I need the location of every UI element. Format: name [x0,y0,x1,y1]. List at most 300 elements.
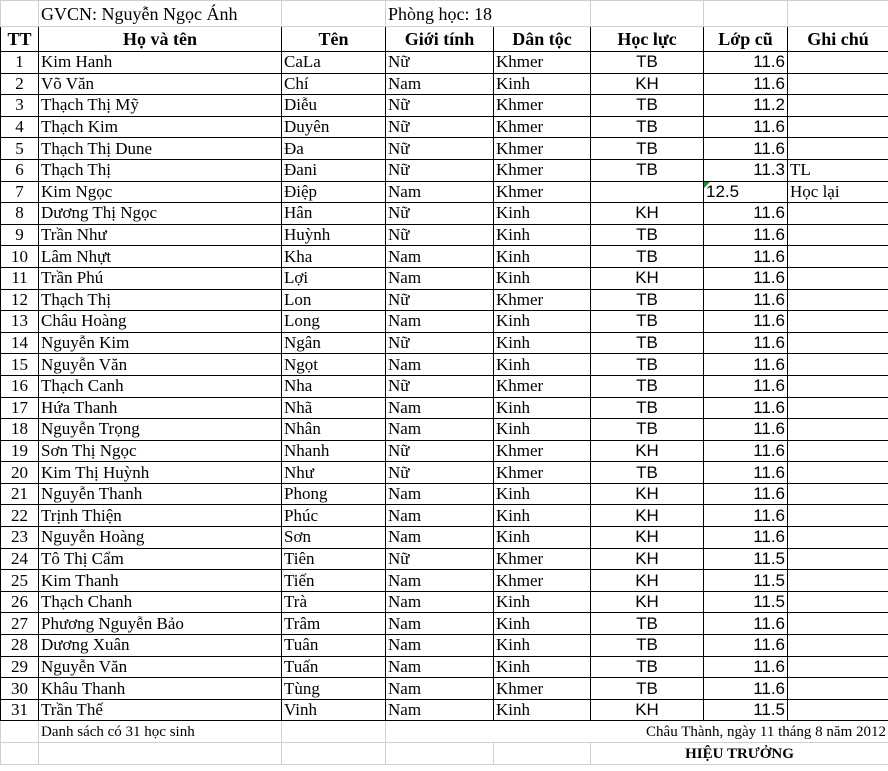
header-old-class[interactable]: Lớp cũ [704,27,788,52]
error-indicator-icon [704,182,710,188]
cell-academic[interactable]: TB [591,246,704,268]
cell-first-name[interactable]: Sơn [282,527,386,549]
table-row [1,95,888,117]
cell-first-name[interactable]: Tiên [282,548,386,570]
cell-tt[interactable]: 26 [1,591,39,613]
cell-first-name[interactable]: Vinh [282,699,386,721]
header-full-name[interactable]: Họ và tên [39,27,282,52]
cell-academic[interactable] [591,181,704,203]
cell-full-name[interactable]: Kim Thanh [39,570,282,592]
cell-tt[interactable]: 9 [1,224,39,246]
cell-notes[interactable] [788,397,888,419]
cell-academic[interactable]: TB [591,397,704,419]
cell-notes[interactable] [788,267,888,289]
cell-notes[interactable] [788,224,888,246]
cell-first-name[interactable]: Nhã [282,397,386,419]
cell-ethnicity[interactable]: Khmer [494,440,591,462]
room-number[interactable]: Phòng học: 18 [386,1,591,27]
cell-tt[interactable]: 18 [1,419,39,441]
cell-gender[interactable]: Nữ [386,375,494,397]
header-academic[interactable]: Học lực [591,27,704,52]
cell-gender[interactable]: Nam [386,73,494,95]
cell-ethnicity[interactable]: Khmer [494,181,591,203]
cell-notes[interactable] [788,505,888,527]
cell-academic[interactable]: KH [591,570,704,592]
cell-first-name[interactable]: CaLa [282,52,386,74]
cell-notes[interactable] [788,116,888,138]
cell-first-name[interactable]: Nhân [282,419,386,441]
cell-academic[interactable]: TB [591,138,704,160]
cell-old-class[interactable]: 11.6 [704,246,788,268]
cell-gender[interactable]: Nam [386,181,494,203]
cell-notes[interactable] [788,613,888,635]
cell-academic[interactable]: TB [591,635,704,657]
cell-full-name[interactable]: Nguyễn Trọng [39,419,282,441]
table-row [1,699,888,721]
cell-ethnicity[interactable]: Kinh [494,354,591,376]
cell-gender[interactable]: Nam [386,613,494,635]
cell-first-name[interactable]: Lon [282,289,386,311]
cell-academic[interactable]: KH [591,203,704,225]
table-row [1,246,888,268]
table-row [1,52,888,74]
cell-gender[interactable]: Nam [386,591,494,613]
cell[interactable] [494,743,591,765]
cell-first-name[interactable]: Tùng [282,678,386,700]
cell-old-class[interactable]: 11.6 [704,332,788,354]
cell-old-class[interactable]: 11.6 [704,483,788,505]
cell-full-name[interactable]: Châu Hoàng [39,311,282,333]
cell-old-class[interactable]: 11.6 [704,375,788,397]
cell-full-name[interactable]: Lâm Nhựt [39,246,282,268]
cell-tt[interactable]: 11 [1,267,39,289]
cell-tt[interactable]: 22 [1,505,39,527]
cell-old-class[interactable]: 11.5 [704,591,788,613]
cell-academic[interactable]: TB [591,678,704,700]
cell-ethnicity[interactable]: Kinh [494,699,591,721]
cell-old-class[interactable]: 11.5 [704,548,788,570]
cell-notes[interactable] [788,699,888,721]
cell-first-name[interactable]: Nhanh [282,440,386,462]
cell-tt[interactable]: 29 [1,656,39,678]
cell-academic[interactable]: KH [591,548,704,570]
cell-ethnicity[interactable]: Kinh [494,656,591,678]
cell-ethnicity[interactable]: Kinh [494,246,591,268]
cell-first-name[interactable]: Trà [282,591,386,613]
cell-academic[interactable]: KH [591,73,704,95]
cell-first-name[interactable]: Hân [282,203,386,225]
cell-notes[interactable]: TL [788,159,888,181]
table-row [1,483,888,505]
cell-academic[interactable]: TB [591,116,704,138]
cell-notes[interactable] [788,246,888,268]
cell-full-name[interactable]: Phương Nguyễn Bảo [39,613,282,635]
cell-tt[interactable]: 7 [1,181,39,203]
cell-first-name[interactable]: Duyên [282,116,386,138]
table-row [1,635,888,657]
cell-notes[interactable] [788,591,888,613]
cell-academic[interactable]: KH [591,699,704,721]
cell-old-class[interactable]: 11.6 [704,116,788,138]
cell-gender[interactable]: Nam [386,397,494,419]
cell-gender[interactable]: Nam [386,527,494,549]
cell-academic[interactable]: KH [591,505,704,527]
cell-ethnicity[interactable]: Kinh [494,267,591,289]
cell-gender[interactable]: Nữ [386,289,494,311]
cell-tt[interactable]: 27 [1,613,39,635]
cell-gender[interactable]: Nữ [386,462,494,484]
cell-first-name[interactable]: Lợi [282,267,386,289]
table-row [1,224,888,246]
header-tt[interactable]: TT [1,27,39,52]
cell-full-name[interactable]: Nguyễn Hoàng [39,527,282,549]
cell-first-name[interactable]: Nha [282,375,386,397]
cell-full-name[interactable]: Khâu Thanh [39,678,282,700]
cell-full-name[interactable]: Thạch Thị Dune [39,138,282,160]
cell-full-name[interactable]: Dương Xuân [39,635,282,657]
cell-tt[interactable]: 15 [1,354,39,376]
cell-tt[interactable]: 1 [1,52,39,74]
cell-first-name[interactable]: Chí [282,73,386,95]
cell-old-class[interactable]: 11.6 [704,440,788,462]
cell[interactable] [282,743,386,765]
cell-tt[interactable]: 12 [1,289,39,311]
cell-old-class[interactable]: 11.2 [704,95,788,117]
cell-ethnicity[interactable]: Kinh [494,311,591,333]
cell-full-name[interactable]: Hứa Thanh [39,397,282,419]
cell-tt[interactable]: 20 [1,462,39,484]
cell-tt[interactable]: 5 [1,138,39,160]
cell-first-name[interactable]: Tuân [282,635,386,657]
table-row [1,267,888,289]
cell-ethnicity[interactable]: Kinh [494,73,591,95]
cell-full-name[interactable]: Tô Thị Cẩm [39,548,282,570]
table-row [1,613,888,635]
cell-academic[interactable]: TB [591,159,704,181]
cell-old-class[interactable]: 11.6 [704,635,788,657]
cell-gender[interactable]: Nữ [386,116,494,138]
cell-gender[interactable]: Nam [386,267,494,289]
cell-gender[interactable]: Nam [386,311,494,333]
cell-first-name[interactable]: Tuấn [282,656,386,678]
cell-ethnicity[interactable]: Khmer [494,138,591,160]
cell-full-name[interactable]: Thạch Chanh [39,591,282,613]
cell-first-name[interactable]: Đa [282,138,386,160]
cell-notes[interactable] [788,375,888,397]
cell-old-class[interactable]: 11.6 [704,656,788,678]
table-row [1,440,888,462]
cell-old-class[interactable]: 11.6 [704,138,788,160]
cell-ethnicity[interactable]: Kinh [494,527,591,549]
cell-tt[interactable]: 10 [1,246,39,268]
cell-full-name[interactable]: Thạch Thị Mỹ [39,95,282,117]
cell-tt[interactable]: 21 [1,483,39,505]
cell-first-name[interactable]: Phong [282,483,386,505]
cell-academic[interactable]: KH [591,440,704,462]
cell-tt[interactable]: 30 [1,678,39,700]
header-ethnicity[interactable]: Dân tộc [494,27,591,52]
header-first-name[interactable]: Tên [282,27,386,52]
cell-tt[interactable]: 25 [1,570,39,592]
cell-full-name[interactable]: Dương Thị Ngọc [39,203,282,225]
table-row [1,159,888,181]
cell[interactable] [1,721,39,743]
cell-notes[interactable] [788,289,888,311]
cell-ethnicity[interactable]: Khmer [494,462,591,484]
cell-tt[interactable]: 2 [1,73,39,95]
table-row [1,73,888,95]
cell-academic[interactable]: KH [591,267,704,289]
cell-tt[interactable]: 8 [1,203,39,225]
table-row [1,505,888,527]
cell-tt[interactable]: 6 [1,159,39,181]
cell-full-name[interactable]: Trần Phú [39,267,282,289]
cell-gender[interactable]: Nữ [386,440,494,462]
cell-old-class[interactable]: 11.6 [704,462,788,484]
header-notes[interactable]: Ghi chú [788,27,888,52]
cell-ethnicity[interactable]: Kinh [494,332,591,354]
cell-ethnicity[interactable]: Khmer [494,548,591,570]
cell-full-name[interactable]: Kim Ngọc [39,181,282,203]
cell-old-class[interactable]: 11.6 [704,52,788,74]
cell-academic[interactable]: TB [591,354,704,376]
cell-old-class[interactable]: 11.6 [704,527,788,549]
cell-gender[interactable]: Nam [386,419,494,441]
cell-old-class[interactable]: 11.6 [704,678,788,700]
cell-first-name[interactable]: Long [282,311,386,333]
cell[interactable] [1,1,39,27]
cell-first-name[interactable]: Ngân [282,332,386,354]
cell-notes[interactable] [788,311,888,333]
cell-first-name[interactable]: Đani [282,159,386,181]
cell-academic[interactable]: TB [591,656,704,678]
footer-row [1,743,888,765]
cell-gender[interactable]: Nam [386,354,494,376]
cell-full-name[interactable]: Sơn Thị Ngọc [39,440,282,462]
cell-old-class[interactable]: 11.6 [704,311,788,333]
cell-full-name[interactable]: Nguyễn Thanh [39,483,282,505]
cell-gender[interactable]: Nữ [386,332,494,354]
cell-gender[interactable]: Nam [386,505,494,527]
cell-ethnicity[interactable]: Khmer [494,95,591,117]
cell-full-name[interactable]: Thạch Thị [39,159,282,181]
cell-academic[interactable]: TB [591,419,704,441]
cell[interactable] [282,1,386,27]
table-row [1,289,888,311]
cell-academic[interactable]: TB [591,224,704,246]
footer-row [1,721,888,743]
homeroom-teacher[interactable]: GVCN: Nguyễn Ngọc Ánh [39,1,282,27]
cell-tt[interactable]: 19 [1,440,39,462]
cell-academic[interactable]: KH [591,591,704,613]
cell-full-name[interactable]: Nguyễn Văn [39,354,282,376]
cell-notes[interactable] [788,678,888,700]
table-row [1,656,888,678]
cell-gender[interactable]: Nữ [386,548,494,570]
cell-academic[interactable]: TB [591,95,704,117]
cell-ethnicity[interactable]: Kinh [494,591,591,613]
cell-old-class[interactable]: 11.6 [704,267,788,289]
cell-full-name[interactable]: Nguyễn Văn [39,656,282,678]
cell-first-name[interactable]: Điệp [282,181,386,203]
cell-notes[interactable] [788,462,888,484]
cell-notes[interactable] [788,95,888,117]
cell-notes[interactable] [788,570,888,592]
cell-old-class[interactable]: 11.6 [704,73,788,95]
cell-gender[interactable]: Nữ [386,52,494,74]
cell[interactable] [39,743,282,765]
signing-date[interactable]: Châu Thành, ngày 11 tháng 8 năm 2012 [386,721,888,743]
cell-ethnicity[interactable]: Khmer [494,375,591,397]
cell-notes[interactable] [788,527,888,549]
cell-full-name[interactable]: Thạch Thị [39,289,282,311]
cell-tt[interactable]: 31 [1,699,39,721]
cell-academic[interactable]: TB [591,375,704,397]
cell-ethnicity[interactable]: Kinh [494,203,591,225]
table-row [1,591,888,613]
cell-academic[interactable]: KH [591,483,704,505]
table-row [1,116,888,138]
cell-first-name[interactable]: Huỳnh [282,224,386,246]
table-row [1,375,888,397]
cell-academic[interactable]: TB [591,289,704,311]
table-row [1,203,888,225]
cell[interactable] [282,721,386,743]
cell-full-name[interactable]: Trịnh Thiện [39,505,282,527]
cell-full-name[interactable]: Nguyễn Kim [39,332,282,354]
cell-notes[interactable] [788,635,888,657]
cell-full-name[interactable]: Kim Thị Huỳnh [39,462,282,484]
cell-first-name[interactable]: Ngọt [282,354,386,376]
cell-tt[interactable]: 14 [1,332,39,354]
cell-academic[interactable]: KH [591,527,704,549]
cell-first-name[interactable]: Diễu [282,95,386,117]
cell-old-class[interactable]: 11.6 [704,613,788,635]
cell-ethnicity[interactable]: Khmer [494,159,591,181]
cell-notes[interactable] [788,52,888,74]
cell-academic[interactable]: TB [591,462,704,484]
cell[interactable] [1,743,39,765]
cell-gender[interactable]: Nam [386,570,494,592]
cell-first-name[interactable]: Tiến [282,570,386,592]
cell-full-name[interactable]: Trần Như [39,224,282,246]
cell-first-name[interactable]: Như [282,462,386,484]
cell-old-class[interactable]: 11.6 [704,224,788,246]
cell-old-class[interactable] [704,181,788,203]
cell-tt[interactable]: 24 [1,548,39,570]
cell-notes[interactable] [788,138,888,160]
cell-old-class[interactable]: 11.3 [704,159,788,181]
cell-old-class[interactable]: 11.5 [704,699,788,721]
cell-full-name[interactable]: Thạch Canh [39,375,282,397]
cell-gender[interactable]: Nam [386,656,494,678]
cell-ethnicity[interactable]: Kinh [494,419,591,441]
table-row [1,548,888,570]
cell-notes[interactable] [788,73,888,95]
cell-ethnicity[interactable]: Kinh [494,613,591,635]
cell-notes[interactable]: Học lại [788,181,888,203]
cell[interactable] [386,743,494,765]
cell-notes[interactable] [788,203,888,225]
cell[interactable] [591,1,704,27]
cell-ethnicity[interactable]: Khmer [494,678,591,700]
cell-notes[interactable] [788,332,888,354]
cell-gender[interactable]: Nữ [386,138,494,160]
cell-gender[interactable]: Nam [386,699,494,721]
cell-first-name[interactable]: Trâm [282,613,386,635]
cell-full-name[interactable]: Trần Thế [39,699,282,721]
cell-tt[interactable]: 17 [1,397,39,419]
cell-old-class[interactable]: 11.5 [704,570,788,592]
cell-notes[interactable] [788,656,888,678]
cell-notes[interactable] [788,354,888,376]
cell-notes[interactable] [788,483,888,505]
cell-ethnicity[interactable]: Kinh [494,397,591,419]
cell-old-class[interactable]: 11.6 [704,419,788,441]
table-row [1,138,888,160]
cell-academic[interactable]: TB [591,332,704,354]
cell-old-class[interactable]: 11.6 [704,505,788,527]
cell-tt[interactable]: 16 [1,375,39,397]
header-row [1,27,888,52]
student-count[interactable]: Danh sách có 31 học sinh [39,721,282,743]
cell-gender[interactable]: Nữ [386,224,494,246]
cell-gender[interactable]: Nữ [386,159,494,181]
cell-ethnicity[interactable]: Kinh [494,224,591,246]
cell-tt[interactable]: 3 [1,95,39,117]
cell-tt[interactable]: 4 [1,116,39,138]
cell-ethnicity[interactable]: Kinh [494,635,591,657]
cell-first-name[interactable]: Kha [282,246,386,268]
cell-tt[interactable]: 13 [1,311,39,333]
cell[interactable] [788,1,888,27]
cell[interactable] [704,1,788,27]
cell-old-class[interactable]: 11.6 [704,354,788,376]
cell-notes[interactable] [788,440,888,462]
cell-notes[interactable] [788,419,888,441]
cell-gender[interactable]: Nữ [386,203,494,225]
cell-old-class[interactable]: 11.6 [704,397,788,419]
cell-academic[interactable]: TB [591,52,704,74]
cell-ethnicity[interactable]: Khmer [494,116,591,138]
cell-ethnicity[interactable]: Khmer [494,52,591,74]
cell-academic[interactable]: TB [591,613,704,635]
table-row [1,678,888,700]
cell-gender[interactable]: Nam [386,678,494,700]
cell-gender[interactable]: Nam [386,635,494,657]
signer-title[interactable]: HIỆU TRƯỞNG [591,743,888,765]
header-gender[interactable]: Giới tính [386,27,494,52]
cell-ethnicity[interactable]: Khmer [494,289,591,311]
cell-gender[interactable]: Nam [386,246,494,268]
cell-ethnicity[interactable]: Kinh [494,505,591,527]
cell-full-name[interactable]: Thạch Kim [39,116,282,138]
cell-tt[interactable]: 28 [1,635,39,657]
cell-gender[interactable]: Nam [386,483,494,505]
cell-old-class[interactable]: 11.6 [704,289,788,311]
cell-first-name[interactable]: Phúc [282,505,386,527]
cell-full-name[interactable]: Võ Văn [39,73,282,95]
cell-gender[interactable]: Nữ [386,95,494,117]
cell-full-name[interactable]: Kim Hanh [39,52,282,74]
cell-ethnicity[interactable]: Kinh [494,483,591,505]
cell-value: 12.5 [706,181,740,201]
cell-academic[interactable]: TB [591,311,704,333]
cell-ethnicity[interactable]: Khmer [494,570,591,592]
cell-tt[interactable]: 23 [1,527,39,549]
cell-notes[interactable] [788,548,888,570]
cell-old-class[interactable]: 11.6 [704,203,788,225]
